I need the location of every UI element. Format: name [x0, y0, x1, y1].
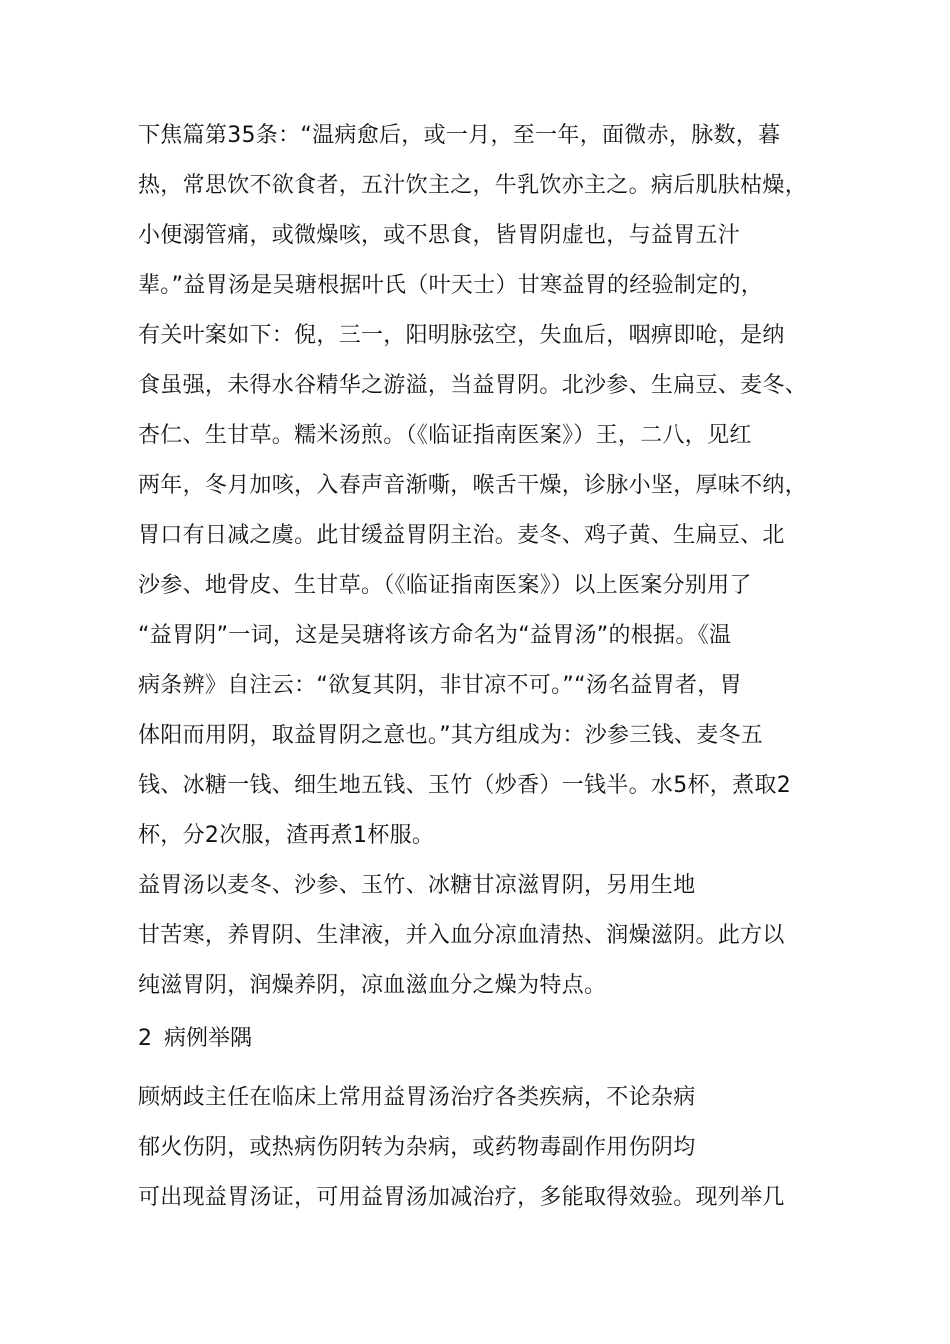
paragraph-line: 体阳而用阴，取益胃阴之意也。”其方组成为：沙参三钱、麦冬五	[138, 723, 764, 748]
paragraph-line: 甘苦寒，养胃阴、生津液，并入血分凉血清热、润燥滋阴。此方以	[138, 923, 785, 948]
paragraph-line: 可出现益胃汤证，可用益胃汤加减治疗，多能取得效验。现列举几	[138, 1185, 785, 1210]
paragraph-line: 沙参、地骨皮、生甘草。（《临证指南医案》）以上医案分别用了	[138, 573, 752, 598]
section-title: 病例举隅	[164, 1026, 253, 1051]
section-heading	[138, 1024, 252, 1054]
paragraph-line: 胃口有日减之虞。此甘缓益胃阴主治。麦冬、鸡子黄、生扁豆、北	[138, 523, 785, 548]
paragraph-line: 热，常思饮不欲食者，五汁饮主之，牛乳饮亦主之。病后肌肤枯燥，	[138, 173, 808, 198]
paragraph-line: 辈。”益胃汤是吴瑭根据叶氏（叶天士）甘寒益胃的经验制定的，	[138, 273, 764, 298]
section-number: 2	[138, 1026, 152, 1051]
paragraph-line: 有关叶案如下：倪，三一，阳明脉弦空，失血后，咽痹即呛，是纳	[138, 323, 785, 348]
paragraph-line: 顾炳歧主任在临床上常用益胃汤治疗各类疾病，不论杂病	[138, 1085, 696, 1110]
paragraph-line: 钱、冰糖一钱、细生地五钱、玉竹（炒香）一钱半。水5杯，煮取2	[138, 773, 791, 798]
paragraph-line: 小便溺管痛，或微燥咳，或不思食，皆胃阴虚也，与益胃五汁	[138, 223, 741, 248]
paragraph-line: 两年，冬月加咳，入春声音渐嘶，喉舌干燥，诊脉小坚，厚味不纳，	[138, 473, 808, 498]
paragraph-line: 杏仁、生甘草。糯米汤煎。（《临证指南医案》）王，二八，见红	[138, 423, 752, 448]
paragraph-line: 益胃汤以麦冬、沙参、玉竹、冰糖甘凉滋胃阴，另用生地	[138, 873, 696, 898]
paragraph-line: “益胃阴”一词，这是吴瑭将该方命名为“益胃汤”的根据。《温	[138, 623, 732, 648]
paragraph-line: 杯，分2次服，渣再煮1杯服。	[138, 823, 435, 848]
paragraph-line: 纯滋胃阴，润燥养阴，凉血滋血分之燥为特点。	[138, 973, 607, 998]
paragraph-line: 下焦篇第35条：“温病愈后，或一月，至一年，面微赤，脉数，暮	[138, 123, 781, 148]
paragraph-line: 食虽强，未得水谷精华之游溢，当益胃阴。北沙参、生扁豆、麦冬、	[138, 373, 808, 398]
paragraph-line: 病条辨》自注云：“欲复其阴，非甘凉不可。”“汤名益胃者，胃	[138, 673, 742, 698]
paragraph-line: 郁火伤阴，或热病伤阴转为杂病，或药物毒副作用伤阴均	[138, 1135, 696, 1160]
